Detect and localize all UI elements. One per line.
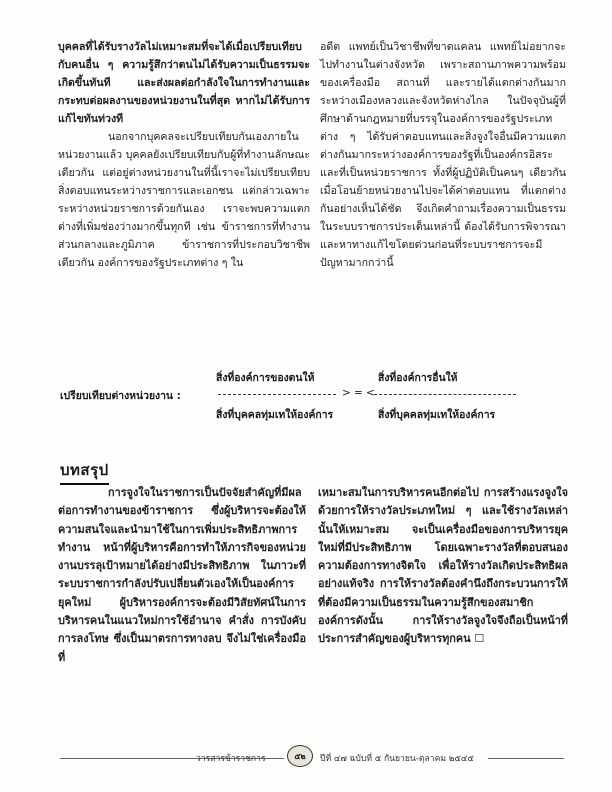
footer-rule-right (488, 758, 564, 759)
top-left-column (58, 38, 310, 272)
lead-paragraph: บุคคลที่ได้รับรางวัลไม่เหมาะสมที่จะได้เมื่อเปรียบเทียบกับคนอื่น ๆ ความรู้สึกว่าตนไม่ได้รับความเป็นธรรมจะเกิดขึ้นทันที และส่งผลต่อกำลังใจในการทำงานและกระทบต่อผลงานของหน่วยงานในที่สุด หากไม่ได้รับการแก้ไขทันท่วงที (58, 41, 310, 125)
footer-journal-title: วารสารข้าราชการ (196, 754, 266, 764)
comparison-operator: > = < (342, 387, 375, 399)
comparison-row-label: เปรียบเทียบต่างหน่วยงาน : (60, 390, 181, 402)
section-heading: บทสรุป (60, 458, 109, 485)
summary-paragraph: เหมาะสมในการบริหารคนอีกต่อไป การสร้างแรงจูงใจ ด้วยการให้รางวัลประเภทใหม่ ๆ และใช้รางวัลเหล่านั้นให้เหมาะสม จะเป็นเครื่องมือของการบริหารยุคใหม่ที่มีประสิทธิภาพ โดยเฉพาะรางวัลที่ตอบสนองความต้องการทางจิตใจ เพื่อให้รางวัลเกิดประสิทธิผลอย่างแท้จริง การให้รางวัลต้องคำนึงถึงกระบวนการให้ที่ต้องมีความเป็นธรรมในความรู้สึกของสมาชิกองค์การดังนั้น การให้รางวัลจูงใจจึงถือเป็นหน้าที่ประการสำคัญของผู้บริหารทุกคน (318, 486, 568, 646)
end-of-article-mark: ☐ (474, 632, 485, 646)
comparison-top-left: สิ่งที่องค์การของตนให้ (216, 372, 315, 384)
comparison-bottom-right: สิ่งที่บุคคลทุ่มเทให้องค์การ (378, 409, 496, 421)
page-number: ๕๒ (294, 751, 306, 761)
comparison-line-right (374, 394, 516, 395)
body-paragraph: อดีต แพทย์เป็นวิชาชีพที่ขาดแคลน แพทย์ไม่อยากจะไปทำงานในต่างจังหวัด เพราะสถานภาพความพร้อมของเครื่องมือ สถานที่ และรายได้แตกต่างกันมากระหว่างเมืองหลวงและจังหวัดห่างไกล ในปัจจุบันผู้ที่ศึกษาด้านกฎหมายที่บรรจุในองค์การของรัฐประเภทต่าง ๆ ได้รับค่าตอบแทนและสิ่งจูงใจอื่นมีความแตกต่างกันมากระหว่างองค์การของรัฐที่เป็นองค์กรอิสระและที่เป็นหน่วยราชการ ทั้งที่ผู้ปฏิบัติเป็นคนๆ เดียวกัน เมื่อโอนย้ายหน่วยงานไปจะได้ค่าตอบแทน ที่แตกต่างกันอย่างเห็นได้ชัด จึงเกิดคำถามเรื่องความเป็นธรรมในระบบราชการประเด็นเหล่านี้ ต้องได้รับการพิจารณาและหาทางแก้ไขโดยด่วนก่อนที่ระบบราชการจะมีปัญหามากกว่านี้ (320, 41, 566, 269)
footer-issue-info: ปีที่ ๔๗ ฉบับที่ ๕ กันยายน-ตุลาคม ๒๕๔๕ (320, 754, 474, 764)
summary-left-column (58, 484, 306, 667)
summary-right-column (318, 484, 568, 649)
page-number-badge (287, 745, 313, 767)
summary-paragraph: การจูงใจในราชการเป็นปัจจัยสำคัญที่มีผลต่อการทำงานของข้าราชการ ซึ่งผู้บริหารจะต้องให้ความสนใจและนำมาใช้ในการเพิ่มประสิทธิภาพการทำงาน หน้าที่ผู้บริหารคือการทำให้ภารกิจของหน่วยงานบรรลุเป้าหมายได้อย่างมีประสิทธิภาพ ในภาวะที่ระบบราชการกำลังปรับเปลี่ยนตัวเองให้เป็นองค์การยุคใหม่ ผู้บริหารองค์การจะต้องมีวิสัยทัศน์ในการบริหารคนในแนวใหม่การใช้อำนาจ คำสั่ง การบังคับ การลงโทษ ซึ่งเป็นมาตรการทางลบ จึงไม่ใช่เครื่องมือที่ (58, 486, 306, 664)
body-paragraph: นอกจากบุคคลจะเปรียบเทียบกันเองภายในหน่วยงานแล้ว บุคคลยังเปรียบเทียบกับผู้ที่ทำงานลักษณะเดียวกัน แต่อยู่ต่างหน่วยงานในที่นี้เราจะไม่เปรียบเทียบสิ่งตอบแทนระหว่างราชการและเอกชน แต่กล่าวเฉพาะระหว่างหน่วยราชการด้วยกันเอง เราจะพบความแตกต่างที่เพิ่มช่องว่างมากขึ้นทุกที เช่น ข้าราชการที่ทำงานส่วนกลางและภูมิภาค ข้าราชการที่ประกอบวิชาชีพเดียวกัน องค์การของรัฐประเภทต่าง ๆ ใน (58, 131, 310, 269)
comparison-line-left (218, 394, 336, 395)
top-right-column (320, 38, 566, 272)
comparison-top-right: สิ่งที่องค์การอื่นให้ (378, 372, 458, 384)
comparison-bottom-left: สิ่งที่บุคคลทุ่มเทให้องค์การ (216, 409, 334, 421)
